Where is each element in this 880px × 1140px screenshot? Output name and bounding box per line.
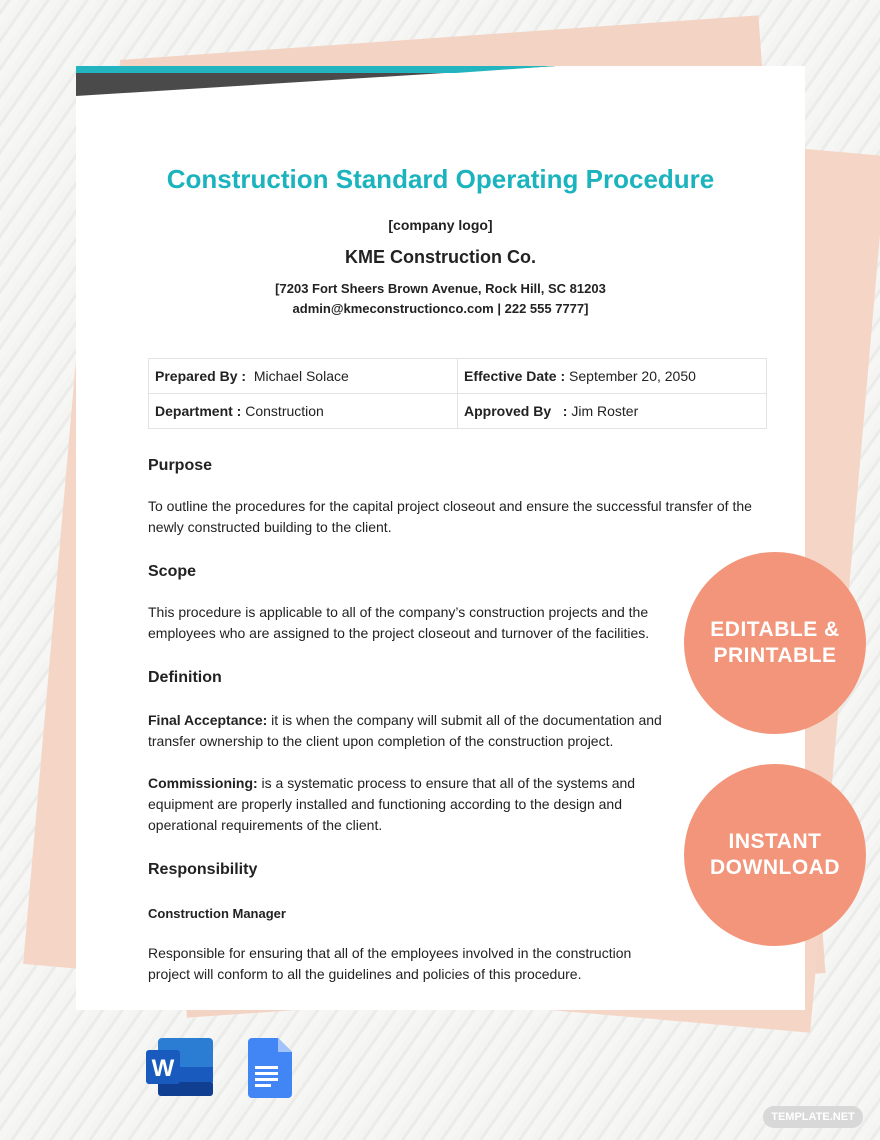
definition-commissioning: Commissioning: is a systematic process to ensure that all of the systems and equipment are properly installed and functioning according to the design and operational requirements of the client. [148, 775, 636, 833]
definition-final-acceptance: Final Acceptance: it is when the company will submit all of the documentation and transfer ownership to the client upon completion of the construction project. [148, 712, 662, 749]
responsibility-text: Responsible for ensuring that all of the employees involved in the construction project will conform to all the guidelines and policies of this procedure. [148, 945, 632, 982]
google-docs-icon [248, 1038, 292, 1098]
effective-date-cell: Effective Date : September 20, 2050 [458, 359, 767, 394]
company-name: KME Construction Co. [345, 247, 536, 267]
purpose-heading: Purpose [148, 457, 213, 474]
department-cell: Department : Construction [149, 394, 458, 429]
responsibility-subheading: Construction Manager [148, 906, 286, 921]
document-title: Construction Standard Operating Procedure [166, 164, 715, 194]
definition-heading: Definition [148, 669, 222, 686]
responsibility-heading: Responsibility [148, 861, 258, 878]
purpose-text: To outline the procedures for the capital project closeout and ensure the successful transfer of the newly constructed building to the client. [148, 498, 752, 535]
editable-printable-badge: EDITABLE & PRINTABLE [684, 552, 866, 734]
scope-text: This procedure is applicable to all of the company’s construction projects and the employees who are assigned to the project closeout and turnover of the facilities. [148, 604, 650, 641]
company-contact: admin@kmeconstructionco.com | 222 555 7777] [292, 301, 589, 316]
instant-download-badge: INSTANT DOWNLOAD [684, 764, 866, 946]
word-icon [146, 1038, 214, 1098]
scope-heading: Scope [148, 563, 197, 580]
company-logo-placeholder: [company logo] [388, 217, 493, 233]
approved-by-cell: Approved By : Jim Roster [458, 394, 767, 429]
template-net-watermark: TEMPLATE.NET [763, 1106, 863, 1128]
header-band [76, 66, 805, 106]
company-address: [7203 Fort Sheers Brown Avenue, Rock Hill, SC 81203 [275, 281, 606, 296]
info-table [148, 358, 767, 429]
prepared-by-cell: Prepared By : Michael Solace [149, 359, 458, 394]
svg-text:W: W [151, 1055, 175, 1082]
